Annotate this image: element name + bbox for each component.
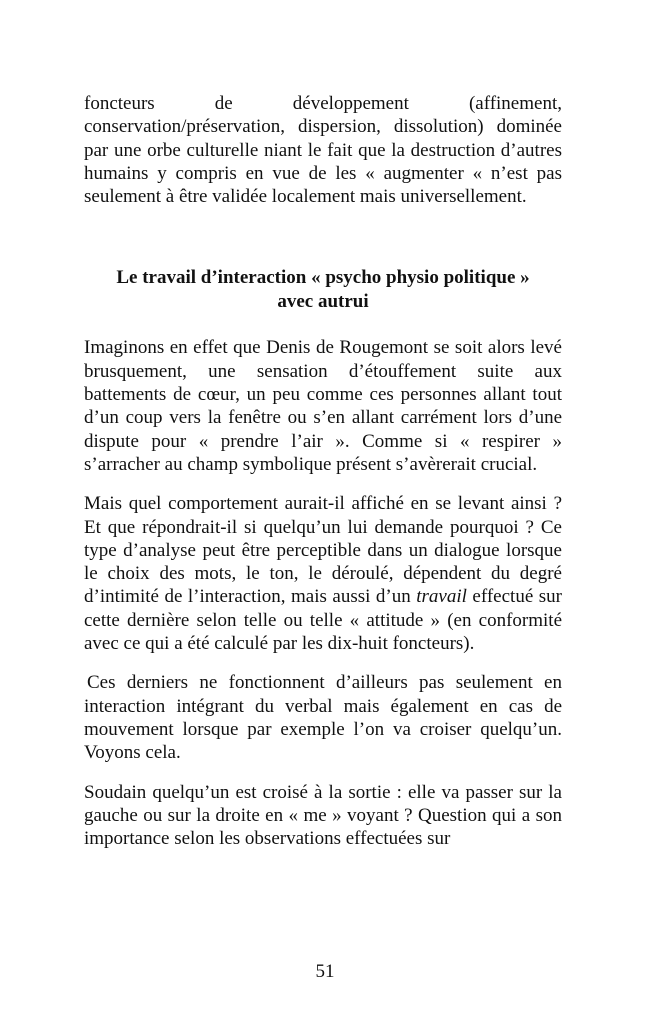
- paragraph-comportement: [84, 492, 562, 655]
- page-number: 51: [315, 961, 335, 982]
- page-body: [84, 92, 562, 850]
- section-heading: [84, 266, 562, 314]
- paragraph-croisement: Soudain quelqu’un est croisé à la sortie : elle va passer sur la gauche ou sur la droite en « me » voyant ? Question qui a son importance selon les observations effectuées sur: [84, 781, 562, 850]
- paragraph-comportement-italic: travail: [416, 586, 467, 608]
- paragraph-foncteurs: Ces derniers ne fonctionnent d’ailleurs pas seulement en interaction intégrant du verbal mais également en cas de mouvement lorsque par exemple l’on va croiser quelqu’un. Voyons cela.: [84, 672, 562, 764]
- paragraph-rougemont: Imaginons en effet que Denis de Rougemont se soit alors levé brusquement, une sensation d’étouffement suite aux battements de cœur, un peu comme ces personnes allant tout d’un coup vers la fenêtre ou s’en allant carrément lors d’une dispute pour « prendre l’air ». Comme si « respirer » s’arracher au champ symbolique présent s’avèrerait crucial.: [84, 337, 562, 475]
- paragraph-comportement-text-b: effectué sur cette dernière selon telle ou telle « attitude » (en conformité avec ce qui a été calculé par les dix-huit foncteurs).: [84, 586, 562, 655]
- section-heading-line-1: Le travail d’interaction « psycho physio politique »: [116, 267, 530, 289]
- paragraph-comportement-text-a: Mais quel comportement aurait-il affiché en se levant ainsi ? Et que répondrait-il si quelqu’un lui demande pourquoi ? Ce type d’analyse peut être perceptible dans un dialogue lorsque le choix des mots, le ton, le déroulé, dépendent du degré d’intimité de l’interaction, mais aussi d’un: [84, 493, 562, 608]
- paragraph-continuation: foncteurs de développement (affinement, conservation/préservation, dispersion, dissolution) dominée par une orbe culturelle niant le fait que la destruction d’autres humains y compris en vue de les « augmenter « n’est pas seulement à être validée localement mais universellement.: [84, 93, 562, 208]
- section-heading-line-2: avec autrui: [277, 291, 369, 313]
